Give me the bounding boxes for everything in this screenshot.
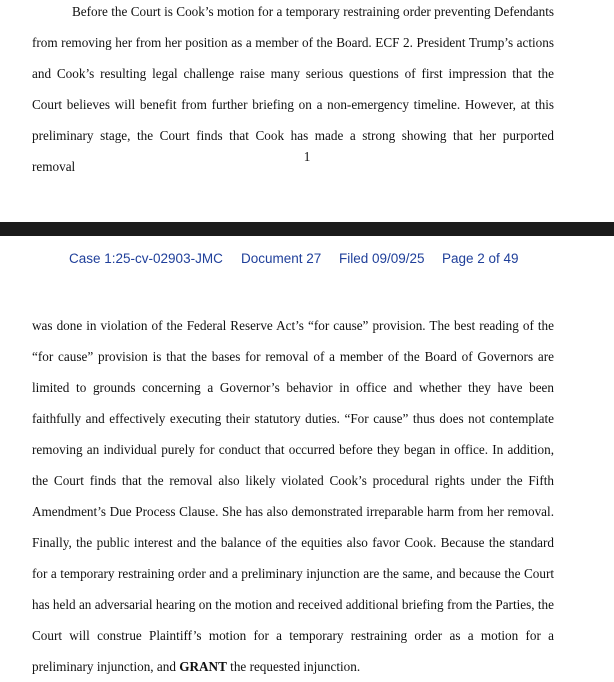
document-number: Document 27: [241, 251, 322, 266]
filed-date: Filed 09/09/25: [339, 251, 425, 266]
paragraph-text: was done in violation of the Federal Reserve Act’s “for cause” provision. The best reading of the “for cause” provision is that the bases for removal of a member of the Board of Governors are limited to grounds concerning a Governor’s behavior in office and whether they have been faithfully and effectively executing their statutory duties. “For cause” thus does not contemplate removing an individual purely for conduct that occurred before they began in office. In addition, the Court finds that the removal also likely violated Cook’s procedural rights under the Fifth Amendment’s Due Process Clause. She has also demonstrated irreparable harm from her removal. Finally, the public interest and the balance of the equities also favor Cook. Because the standard for a temporary restraining order and a preliminary injunction are the same, and because the Court has held an adversarial hearing on the motion and received additional briefing from the Parties, the Court will construe Plaintiff’s motion for a temporary restraining order as a motion for a preliminary injunction, and: [32, 318, 554, 674]
opinion-paragraph-1: Before the Court is Cook’s motion for a temporary restraining order preventing Defendants from removing her from her position as a member of the Board. ECF 2. President Trump’s actions and Cook’s resulting legal challenge raise many serious questions of first impression that the Court believes will benefit from further briefing on a non-emergency timeline. However, at this preliminary stage, the Court finds that Cook has made a strong showing that her purported removal: [32, 4, 554, 174]
opinion-paragraph-2: [32, 310, 554, 682]
document-page-1: [0, 0, 614, 222]
page-break-bar: [0, 222, 614, 236]
paragraph-text-end: the requested injunction.: [230, 659, 361, 674]
case-number: Case 1:25-cv-02903-JMC: [69, 251, 223, 266]
document-page-2: [0, 236, 614, 680]
grant-emphasis: GRANT: [179, 659, 227, 674]
page-number: 1: [303, 149, 311, 164]
page-indicator: Page 2 of 49: [442, 251, 519, 266]
